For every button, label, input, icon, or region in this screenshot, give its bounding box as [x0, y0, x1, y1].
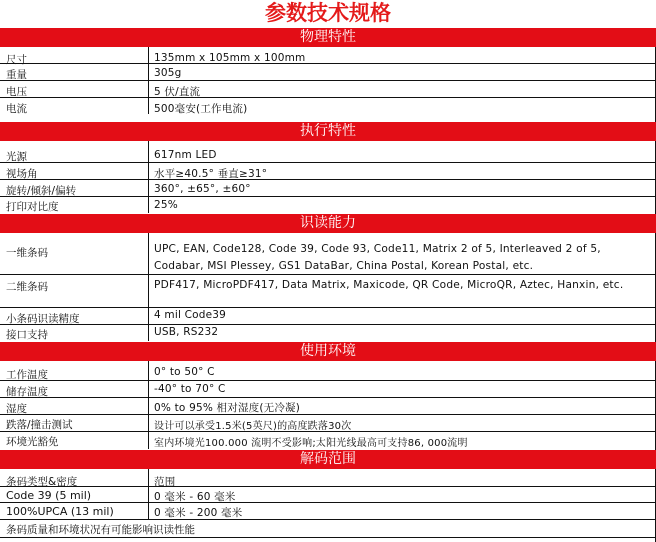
table-row [0, 233, 656, 275]
table-row [0, 361, 656, 381]
table-note-row [0, 520, 656, 538]
table-row [0, 81, 656, 98]
row-value: 室内环境光100.000 流明不受影响;太阳光线最高可支持86, 000流明 [154, 438, 468, 449]
row-value: UPC, EAN, Code128, Code 39, Code 93, Code11, Matrix 2 of 5, Interleaved 2 of 5, Codabar, MSI Plessey, GS1 DataBar, China Postal, Korean Postal, etc. [154, 243, 601, 272]
row-value: 0° to 50° C [154, 366, 215, 378]
row-label: 条码类型&密度 [6, 476, 78, 488]
row-label: 重量 [6, 69, 27, 81]
row-value: 5 伏/直流 [154, 86, 201, 98]
row-label: 储存温度 [6, 386, 48, 398]
section-header-reading: 识读能力 [0, 214, 656, 233]
row-value: 500毫安(工作电流) [154, 103, 248, 115]
row-label: 100%UPCA (13 mil) [6, 505, 114, 518]
table-row [0, 308, 656, 325]
row-label: 视场角 [6, 168, 38, 180]
table-row [0, 163, 656, 180]
table-row [0, 141, 656, 163]
row-value: 4 mil Code39 [154, 309, 227, 321]
row-value: 0% to 95% 相对湿度(无冷凝) [154, 402, 301, 414]
page-title: 参数技术规格 [265, 1, 391, 25]
row-value: 617nm LED [154, 149, 217, 161]
row-label: 一维条码 [6, 247, 48, 259]
table-row [0, 275, 656, 308]
table-row [0, 197, 656, 214]
table-row [0, 64, 656, 81]
section-header-performance: 执行特性 [0, 122, 656, 141]
section-header-decode: 解码范围 [0, 450, 656, 469]
table-note: 条码质量和环境状况有可能影响识读性能 [6, 524, 195, 536]
row-value: 0 毫米 - 60 毫米 [154, 491, 236, 503]
row-label: Code 39 (5 mil) [6, 489, 92, 502]
table-row [0, 432, 656, 450]
table-row [0, 180, 656, 197]
row-label: 工作温度 [6, 369, 48, 381]
row-value: 135mm x 105mm x 100mm [154, 52, 306, 64]
row-value: 水平≥40.5° 垂直≥31° [154, 168, 268, 180]
row-label: 电压 [6, 86, 27, 98]
table-row [0, 415, 656, 432]
section-header-physical: 物理特性 [0, 28, 656, 47]
row-label: 旋转/倾斜/偏转 [6, 185, 77, 197]
row-value: -40° to 70° C [154, 383, 226, 395]
row-value: 25% [154, 199, 178, 211]
row-value: 360°, ±65°, ±60° [154, 183, 251, 195]
table-row [0, 487, 656, 503]
row-value: 设计可以承受1.5米(5英尺)的高度跌落30次 [154, 421, 352, 432]
row-value: 305g [154, 67, 182, 79]
row-label: 光源 [6, 151, 27, 163]
row-label: 打印对比度 [6, 201, 59, 213]
row-label: 电流 [6, 103, 27, 115]
table-row [0, 469, 656, 487]
section-header-environment: 使用环境 [0, 342, 656, 361]
row-label: 湿度 [6, 403, 27, 415]
table-row [0, 503, 656, 520]
table-row [0, 381, 656, 398]
row-value: 0 毫米 - 200 毫米 [154, 507, 243, 519]
table-row [0, 47, 656, 64]
row-label: 尺寸 [6, 54, 27, 66]
table-row [0, 398, 656, 415]
row-label: 二维条码 [6, 281, 48, 293]
table-row [0, 325, 656, 342]
row-label: 环境光豁免 [6, 436, 59, 448]
table-row [0, 98, 656, 122]
row-value: USB, RS232 [154, 326, 219, 338]
row-value: 范围 [154, 476, 176, 488]
row-label: 小条码识读精度 [6, 313, 80, 325]
row-label: 接口支持 [6, 329, 48, 341]
row-label: 跌落/撞击测试 [6, 419, 73, 431]
row-value: PDF417, MicroPDF417, Data Matrix, Maxicode, QR Code, MicroQR, Aztec, Hanxin, etc. [154, 279, 624, 291]
